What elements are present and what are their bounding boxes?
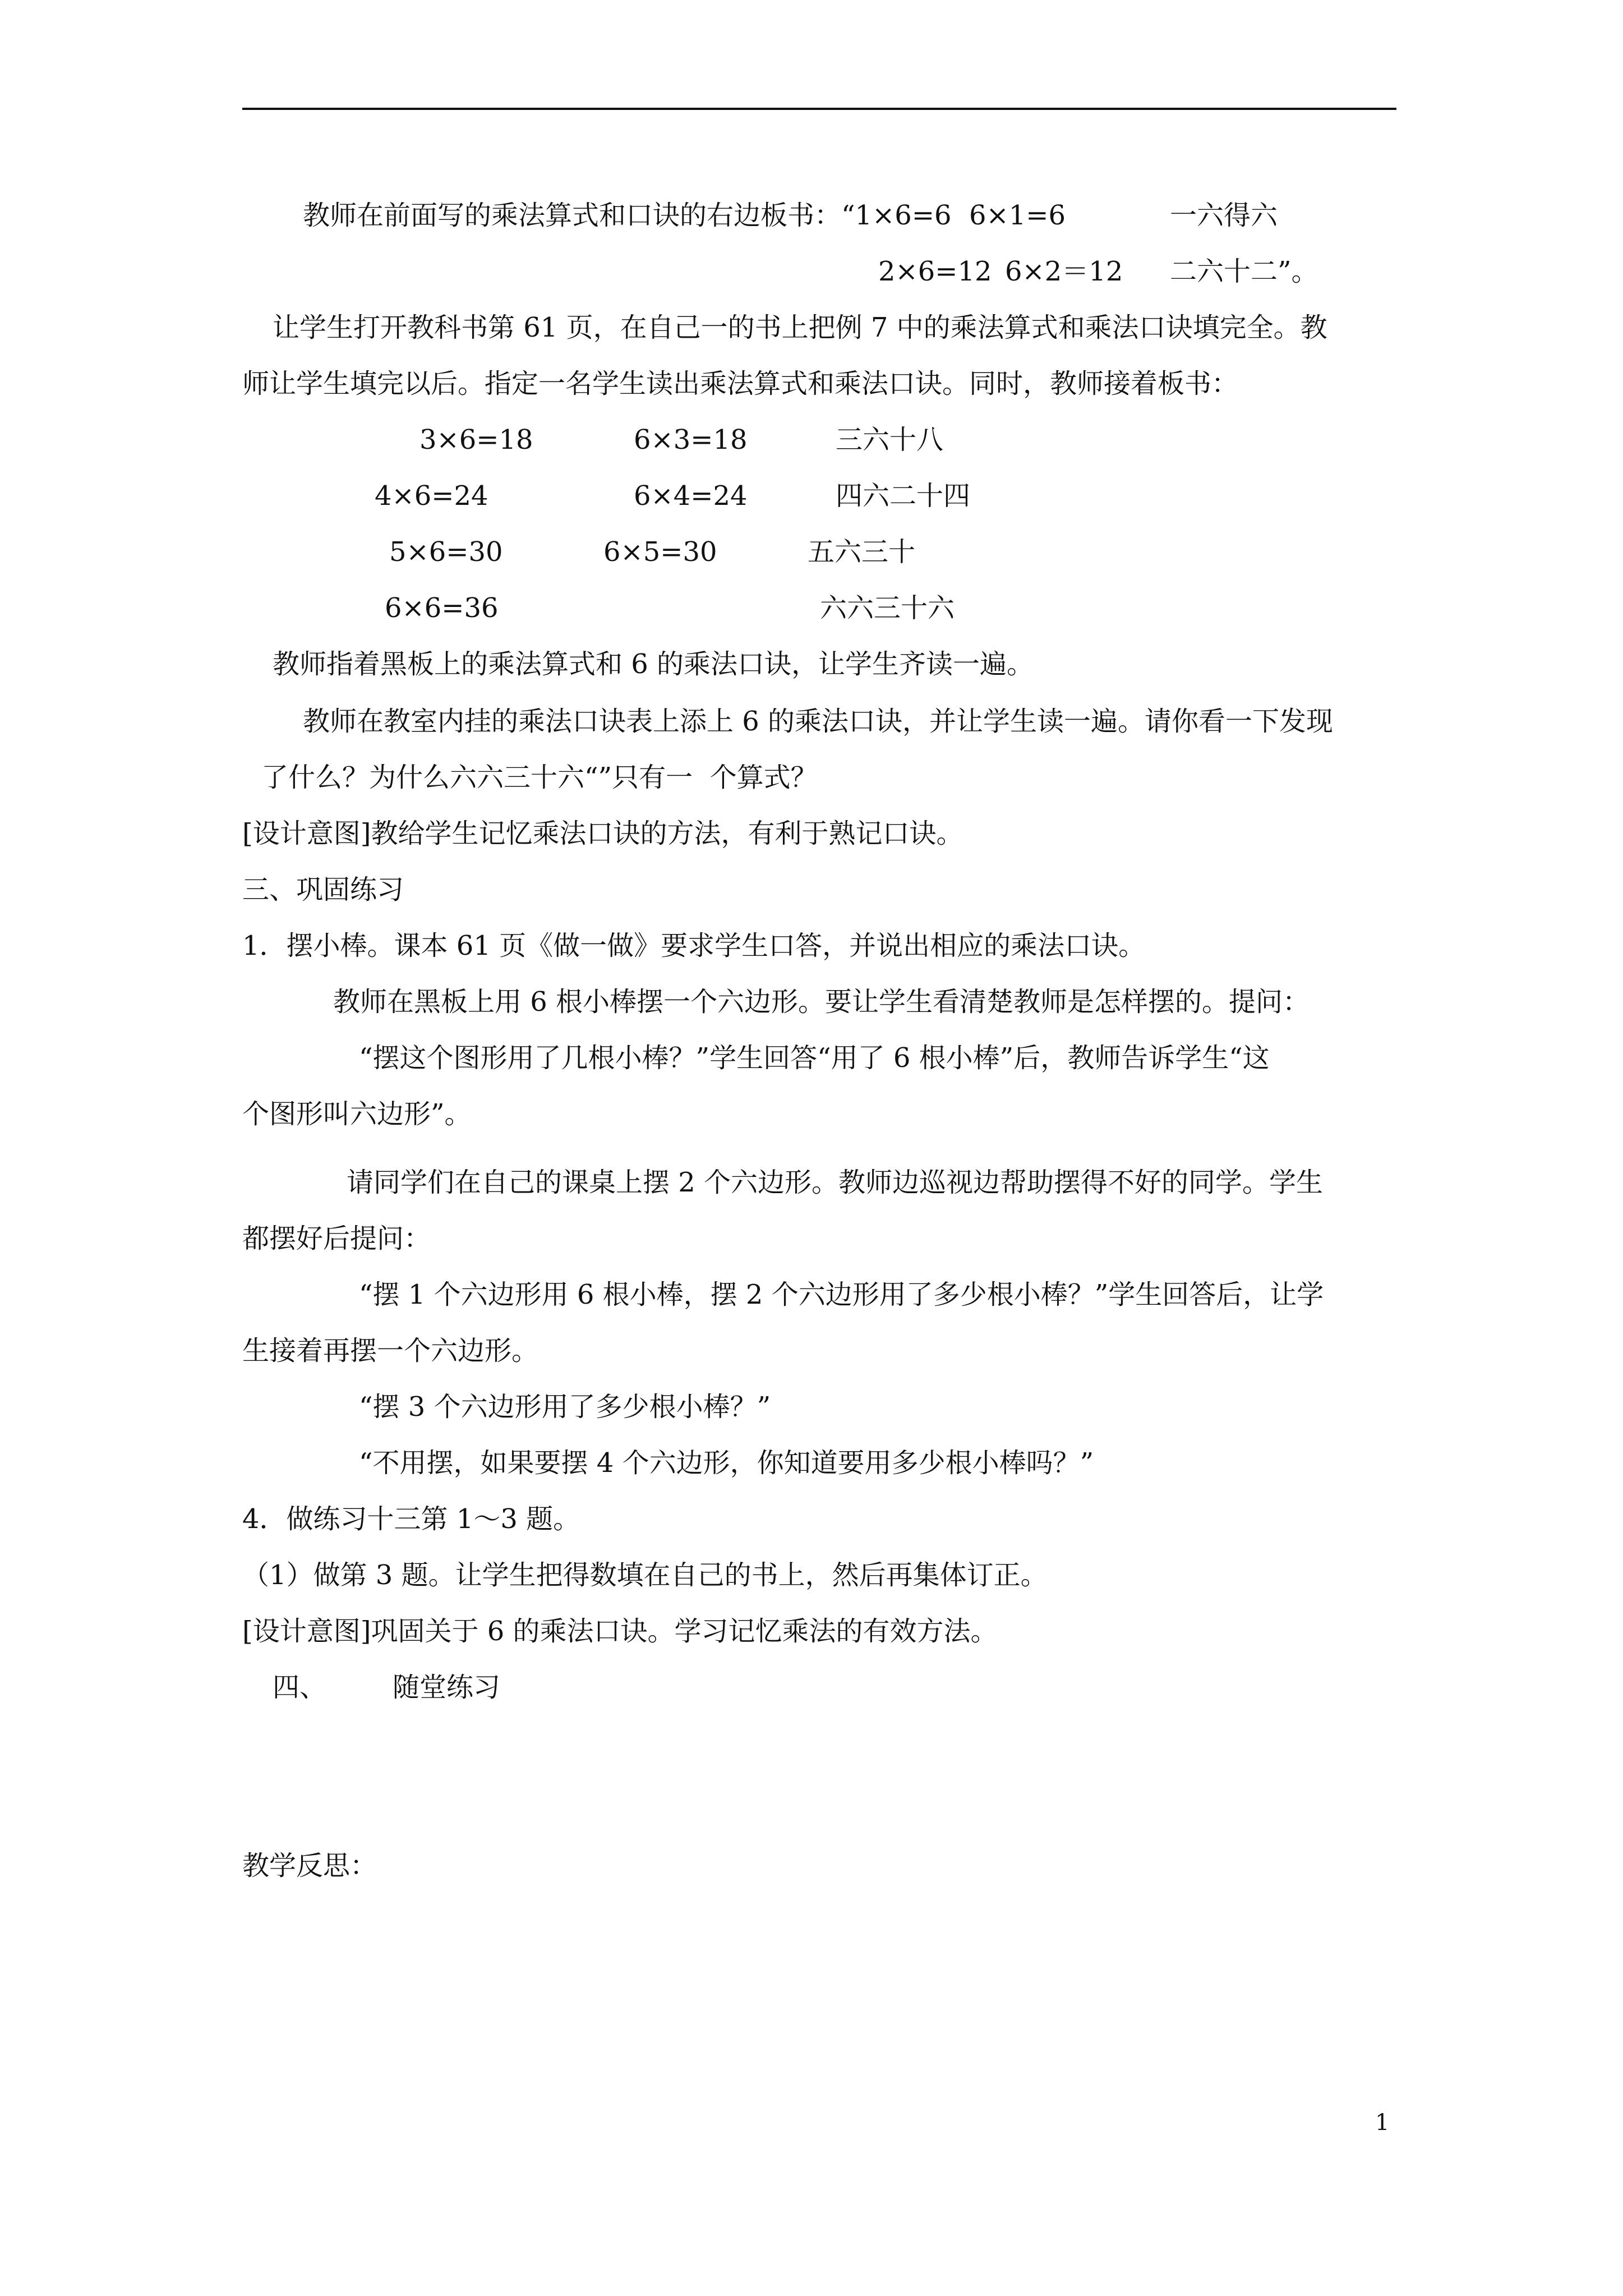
section-3-heading: 三、巩固练习	[242, 874, 404, 905]
board-rhyme1: 一六得六	[1170, 200, 1278, 231]
para4: 教师在黑板上用 6 根小棒摆一个六边形。要让学生看清楚教师是怎样摆的。提问：	[333, 986, 1310, 1018]
board-eq2a: 2×6=12	[878, 256, 992, 287]
para6-line2: 都摆好后提问：	[242, 1223, 431, 1254]
table-row-1-a: 3×6=18	[419, 424, 533, 455]
table-row-3-a: 5×6=30	[389, 536, 503, 568]
board-intro: 教师在前面写的乘法算式和口诀的右边板书：“1×6=6	[303, 200, 952, 231]
question-3: “摆 3 个六边形用了多少根小棒？”	[359, 1391, 771, 1423]
item-4: 4．做练习十三第 1～3 题。	[242, 1503, 580, 1535]
para7-line1: “摆 1 个六边形用 6 根小棒，摆 2 个六边形用了多少根小棒？”学生回答后，让学	[359, 1279, 1324, 1310]
para1-line1: 让学生打开教科书第 61 页，在自己一的书上把例 7 中的乘法算式和乘法口诀填完全。教	[273, 312, 1327, 343]
question-4: “不用摆，如果要摆 4 个六边形，你知道要用多少根小棒吗？”	[359, 1447, 1094, 1479]
para5-line2: 个图形叫六边形”。	[242, 1098, 472, 1130]
reflection-label: 教学反思：	[242, 1850, 377, 1881]
board-eq2b: 6×2＝12	[1005, 256, 1123, 287]
header-rule	[242, 108, 1396, 110]
para7-line2: 生接着再摆一个六边形。	[242, 1335, 539, 1366]
item-4-sub-1: （1）做第 3 题。让学生把得数填在自己的书上，然后再集体订正。	[242, 1559, 1048, 1591]
para3-line1: 教师在教室内挂的乘法口诀表上添上 6 的乘法口诀，并让学生读一遍。请你看一下发现	[303, 706, 1334, 737]
para6-line1: 请同学们在自己的课桌上摆 2 个六边形。教师边巡视边帮助摆得不好的同学。学生	[347, 1167, 1324, 1198]
table-row-2-c: 四六二十四	[836, 480, 971, 512]
table-row-4-c: 六六三十六	[820, 592, 955, 624]
section-4-number: 四、	[273, 1672, 327, 1703]
table-row-1-c: 三六十八	[836, 424, 944, 455]
item-1: 1．摆小棒。课本 61 页《做一做》要求学生口答，并说出相应的乘法口诀。	[242, 930, 1146, 961]
design-intent-2: [设计意图]巩固关于 6 的乘法口诀。学习记忆乘法的有效方法。	[242, 1616, 998, 1647]
table-row-4-a: 6×6=36	[385, 592, 499, 624]
page-number: 1	[1375, 2110, 1390, 2136]
para1-line2: 师让学生填完以后。指定一名学生读出乘法算式和乘法口诀。同时，教师接着板书：	[242, 368, 1239, 399]
board-rhyme2: 二六十二”。	[1170, 256, 1318, 287]
section-4-title: 随堂练习	[393, 1672, 501, 1703]
table-row-3-b: 6×5=30	[603, 536, 717, 568]
table-row-3-c: 五六三十	[808, 536, 916, 568]
para5-line1: “摆这个图形用了几根小棒？”学生回答“用了 6 根小棒”后，教师告诉学生“这	[359, 1042, 1270, 1074]
board-eq1b: 6×1=6	[969, 200, 1066, 231]
design-intent-1: [设计意图]教给学生记忆乘法口诀的方法，有利于熟记口诀。	[242, 818, 963, 849]
para2: 教师指着黑板上的乘法算式和 6 的乘法口诀，让学生齐读一遍。	[273, 648, 1034, 680]
table-row-2-a: 4×6=24	[375, 480, 488, 512]
table-row-1-b: 6×3=18	[634, 424, 748, 455]
para3-line2: 了什么？为什么六六三十六“”只有一 个算式？	[261, 762, 818, 793]
table-row-2-b: 6×4=24	[634, 480, 748, 512]
